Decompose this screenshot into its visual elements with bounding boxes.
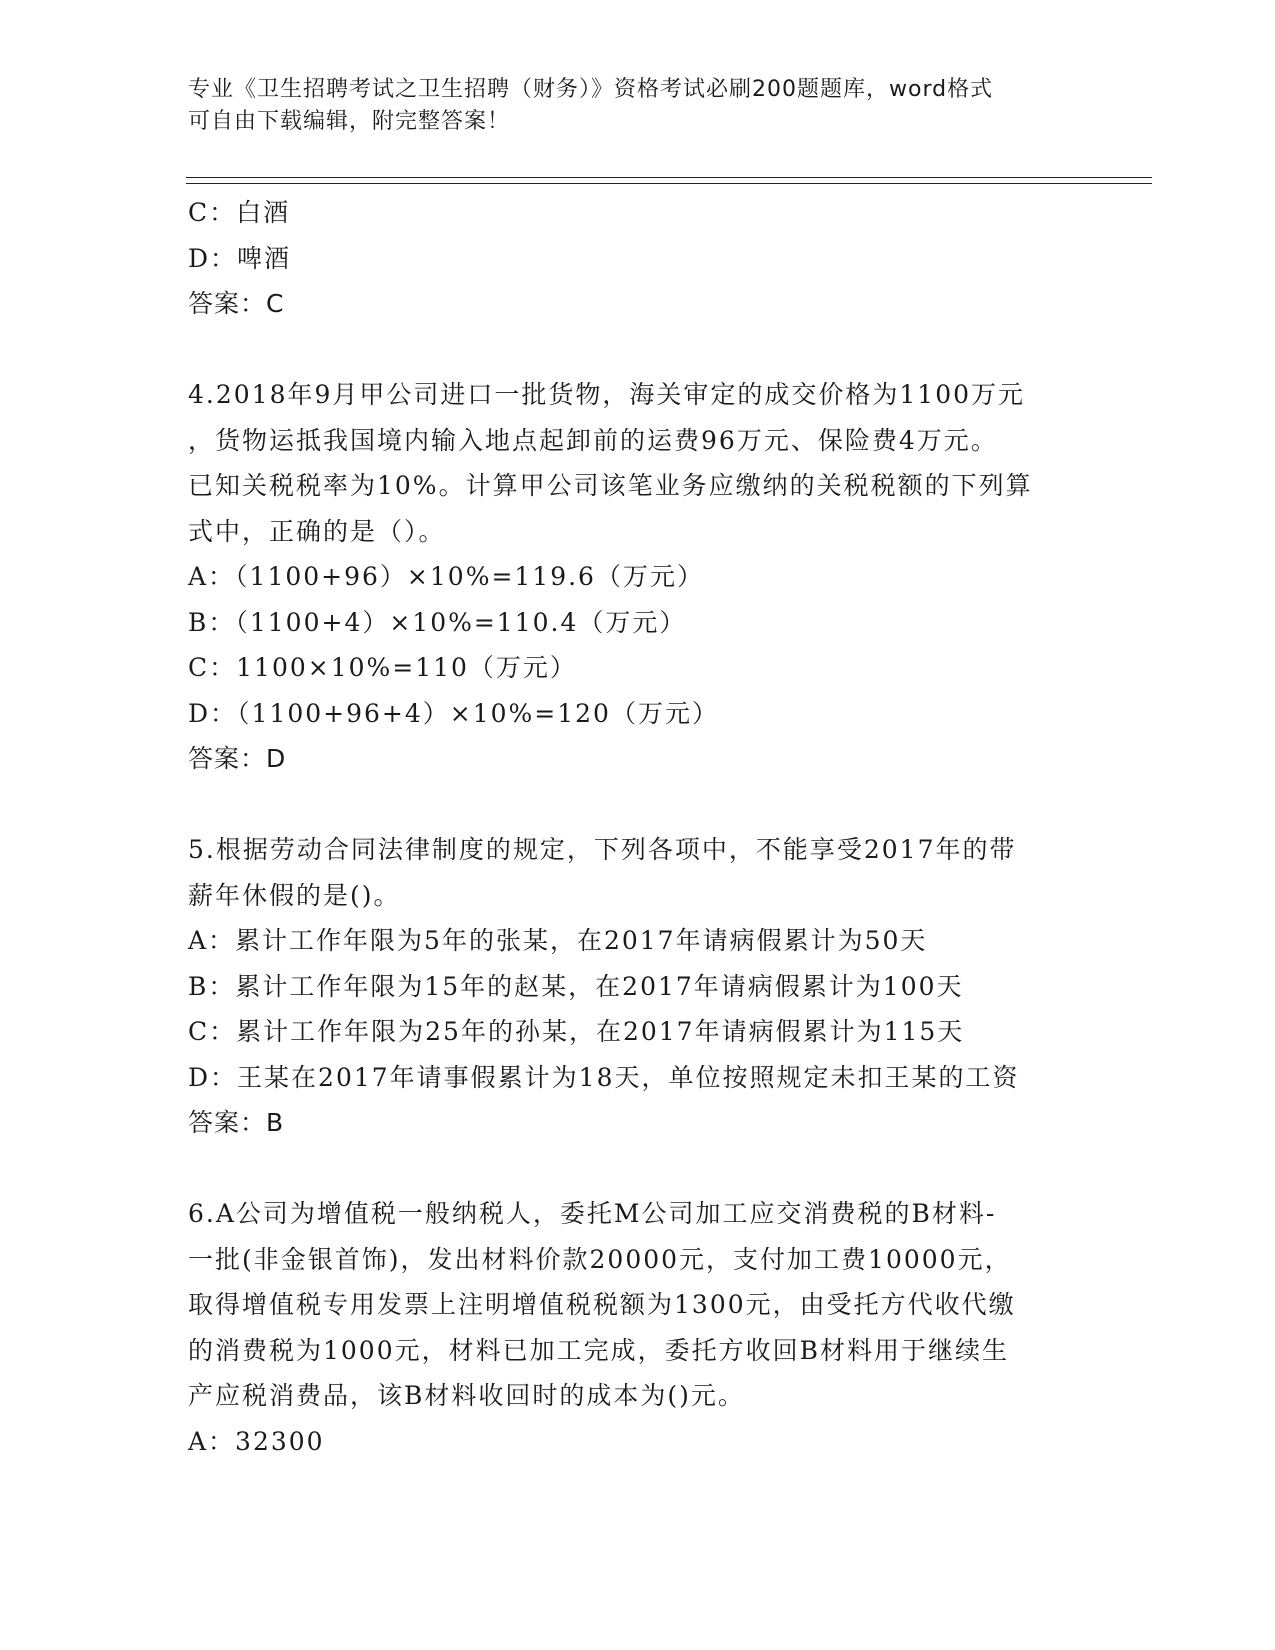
question-5 (188, 827, 1088, 1146)
question-text-line: 4.2018年9月甲公司进口一批货物，海关审定的成交价格为1100万元 (188, 380, 1026, 409)
option-d: D：（1100+96+4）×10%=120（万元） (188, 698, 719, 728)
answer: 答案：C (188, 289, 285, 318)
question-text-line: 已知关税税率为10%。计算甲公司该笔业务应缴纳的关税税额的下列算 (188, 471, 1033, 500)
spacer (188, 327, 1088, 373)
option-c: C：累计工作年限为25年的孙某，在2017年请病假累计为115天 (188, 1017, 965, 1046)
question-text-line: 一批(非金银首饰)，发出材料价款20000元，支付加工费10000元， (188, 1244, 1012, 1274)
header-divider-bottom (186, 183, 1152, 184)
question-6 (188, 1191, 1088, 1464)
question-text-line: 5.根据劳动合同法律制度的规定，下列各项中，不能享受2017年的带 (188, 835, 1017, 864)
option-b: B：（1100+4）×10%=110.4（万元） (188, 607, 687, 637)
option-c: C：1100×10%=110（万元） (188, 653, 577, 682)
option-d: D：啤酒 (188, 243, 292, 273)
question-text-line: 薪年休假的是()。 (188, 880, 401, 910)
question-3-tail (188, 190, 1088, 327)
answer: 答案：D (188, 744, 287, 773)
question-text-line: ，货物运抵我国境内输入地点起卸前的运费96万元、保险费4万元。 (188, 425, 998, 455)
document-body (188, 190, 1088, 1464)
answer: 答案：B (188, 1108, 285, 1137)
option-c: C：白酒 (188, 198, 291, 227)
header-line-1: 专业《卫生招聘考试之卫生招聘（财务）》资格考试必刷200题题库，word格式 (188, 77, 994, 102)
option-a: A：累计工作年限为5年的张某，在2017年请病假累计为50天 (188, 926, 928, 955)
spacer (188, 1146, 1088, 1192)
question-text-line: 的消费税为1000元，材料已加工完成，委托方收回B材料用于继续生 (188, 1335, 1009, 1365)
option-a: A：（1100+96）×10%=119.6（万元） (188, 562, 704, 591)
question-text-line: 取得增值税专用发票上注明增值税税额为1300元，由受托方代收代缴 (188, 1290, 1016, 1319)
option-d: D：王某在2017年请事假累计为18天，单位按照规定未扣王某的工资 (188, 1062, 1020, 1092)
option-b: B：累计工作年限为15年的赵某，在2017年请病假累计为100天 (188, 971, 964, 1001)
header-divider-top (186, 177, 1152, 178)
question-text-line: 产应税消费品，该B材料收回时的成本为()元。 (188, 1381, 745, 1410)
question-text-line: 6.A公司为增值税一般纳税人，委托M公司加工应交消费税的B材料- (188, 1199, 997, 1228)
question-text-line: 式中，正确的是（）。 (188, 516, 446, 546)
spacer (188, 782, 1088, 828)
option-a: A：32300 (188, 1426, 325, 1456)
header-line-2: 可自由下载编辑，附完整答案！ (188, 109, 511, 134)
document-header (188, 74, 1088, 138)
question-4 (188, 372, 1088, 782)
